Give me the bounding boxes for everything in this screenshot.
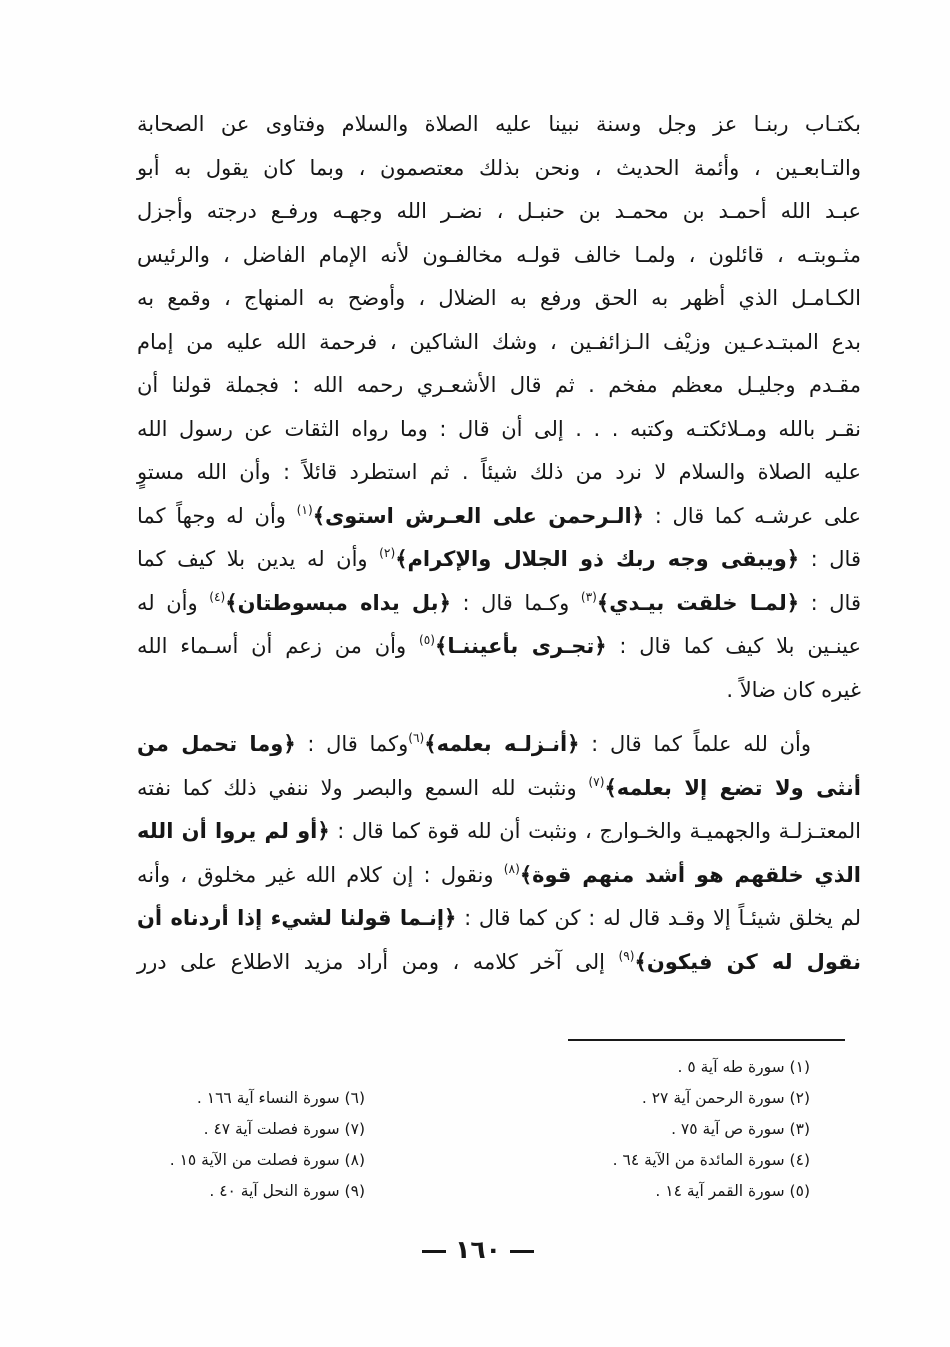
footnote-marker: (٢) <box>379 546 396 561</box>
text-line <box>137 582 861 626</box>
quran-verse: ﴿الـرحمن على العـرش استوى﴾ <box>312 503 644 528</box>
footnote-column-left <box>115 1083 365 1207</box>
text-run: نقـر بالله ومـلائكتـه وكتبه . . . إلى أن قال : وما رواه الثقات عن رسول الله <box>137 416 861 441</box>
footnote: (٥) سورة القمر آية ١٤ . <box>655 1182 810 1200</box>
footnote: (٣) سورة ص آية ٧٥ . <box>671 1120 810 1138</box>
text-run: وكما قال : <box>295 732 409 756</box>
footnote: (١) سورة طه آية ٥ . <box>677 1058 810 1076</box>
text-line <box>137 234 861 278</box>
footnote: (٩) سورة النحل آية ٤٠ . <box>209 1182 365 1200</box>
quran-verse: الذي خلقهم هو أشد منهم قوة﴾ <box>519 862 861 887</box>
footnote: (٦) سورة النساء آية ١٦٦ . <box>196 1089 365 1107</box>
quran-verse: ﴿لمـا خلقت بيـدي﴾ <box>596 590 800 615</box>
footnote: (٨) سورة فصلت من الآية ١٥ . <box>169 1151 365 1169</box>
text-line <box>137 451 861 495</box>
text-line <box>137 810 861 854</box>
footnote-marker: (٤) <box>209 589 226 604</box>
text-run: مقـدم وجليـل معظم مفخم . ثم قال الأشعـري رحمه الله : فجملة قولنا أن <box>137 373 861 397</box>
text-run: لم يخلق شيئـاً إلا وقـد قال له : كن كما قال : <box>456 906 861 930</box>
quran-verse: ﴿أنـزلـه بعلمه﴾ <box>424 732 580 756</box>
footnote-column-right <box>560 1052 810 1207</box>
footnote: (٧) سورة فصلت آية ٤٧ . <box>203 1120 365 1138</box>
quran-verse: أنثى ولا تضع إلا بعلمه﴾ <box>604 775 861 800</box>
text-line <box>137 495 861 539</box>
page-number <box>378 1230 578 1270</box>
text-run: وكـما قال : <box>450 590 581 615</box>
text-line <box>137 669 861 713</box>
footnote-marker: (٨) <box>503 861 520 876</box>
text-run: وأن لله علماً كما قال : <box>579 732 811 756</box>
quran-verse: ﴿أو لم يروا أن الله <box>137 819 330 843</box>
main-text <box>137 103 861 984</box>
footnote-marker: (٧) <box>588 774 605 789</box>
text-line <box>137 190 861 234</box>
footnote-marker: (٩) <box>618 948 635 963</box>
text-run: بدع المبتـدعـين وزيْف الـزائفـين ، وشك الشاكين ، فرحمة الله عليه من إمام <box>137 329 861 354</box>
page-number-digits: ١٦٠ <box>455 1235 501 1264</box>
footnote-marker: (٦) <box>408 731 425 746</box>
text-run: وأن له وجهاً كما <box>137 503 297 528</box>
text-line <box>137 854 861 898</box>
text-line <box>137 277 861 321</box>
text-run: إلى آخر كلامه ، ومن أراد مزيد الاطلاع على درر <box>137 949 619 974</box>
text-line <box>137 941 861 985</box>
quran-verse: ﴿بل يداه مبسوطتان﴾ <box>225 590 451 615</box>
text-run: غيره كان ضالاً . <box>726 677 861 702</box>
text-line <box>137 897 861 941</box>
footnotes <box>0 1052 950 1222</box>
text-run: الكـامـل الذي أظهر به الحق ورفع به الضلال ، وأوضح به المنهاج ، وقمع به <box>137 286 861 310</box>
text-line <box>137 103 861 147</box>
quran-verse: ﴿ويبقى وجه ربك ذو الجلال والإكرام﴾ <box>395 547 800 571</box>
text-line <box>137 723 861 767</box>
text-run: عليه الصلاة والسلام لا نرد من ذلك شيئاً . ثم استطرد قائلاً : وأن الله مستوٍ <box>137 460 861 484</box>
footnote-marker: (٣) <box>580 589 597 604</box>
text-run: وأن من زعم أن أسـماء الله <box>137 634 419 658</box>
text-run: المعتـزلـة والجهميـة والخـوارج ، ونثبت أن لله قوة كما قال : <box>329 819 861 843</box>
text-run: والتـابعـين ، وأئمة الحديث ، ونحن بذلك معتصمون ، وبما كان يقول به أبو <box>137 155 861 180</box>
text-run: عبـد الله أحمـد بن محمـد بن حنبـل ، نضـر الله وجهـه ورفـع درجته وأجزل <box>137 199 861 223</box>
text-line <box>137 321 861 365</box>
footnote-marker: (٥) <box>419 633 436 648</box>
footnote-marker: (١) <box>296 502 313 517</box>
text-line <box>137 625 861 669</box>
text-line <box>137 408 861 452</box>
text-run: على عرشـه كما قال : <box>643 503 861 528</box>
text-line <box>137 147 861 191</box>
text-run: عينـين بلا كيف كما قال : <box>606 634 861 658</box>
paragraph <box>137 723 861 984</box>
quran-verse: ﴿تجـرى بأعيننـا﴾ <box>435 634 607 658</box>
quran-verse: ﴿إنـما قولنا لشيء إذا أردناه أن <box>137 906 457 930</box>
quran-verse: نقول له كن فيكون﴾ <box>634 949 861 974</box>
text-run: وأن له <box>137 590 210 615</box>
text-line <box>137 767 861 811</box>
text-run: بكتـاب ربنـا عز وجل وسنة نبينا عليه الصلاة والسلام وفتاوى عن الصحابة <box>137 112 861 136</box>
footnote-separator <box>568 1039 845 1041</box>
text-run: قال : <box>799 590 861 615</box>
text-run: وأن له يدين بلا كيف كما <box>137 547 380 571</box>
quran-verse: ﴿وما تحمل من <box>137 732 296 756</box>
text-line <box>137 364 861 408</box>
text-run: ونثبت لله السمع والبصر ولا ننفي ذلك كما نفته <box>137 775 589 800</box>
text-line <box>137 538 861 582</box>
text-run: مثـوبتـه ، قائلون ، ولمـا خالف قولـه مخالفـون لأنه الإمام الفاضل ، والرئيس <box>137 242 861 267</box>
footnote: (٢) سورة الرحمن آية ٢٧ . <box>641 1089 810 1107</box>
text-run: ونقول : إن كلام الله غير مخلوق ، وأنه <box>137 862 504 887</box>
text-run: قال : <box>799 547 861 571</box>
footnote: (٤) سورة المائدة من الآية ٦٤ . <box>612 1151 810 1169</box>
paragraph <box>137 103 861 712</box>
